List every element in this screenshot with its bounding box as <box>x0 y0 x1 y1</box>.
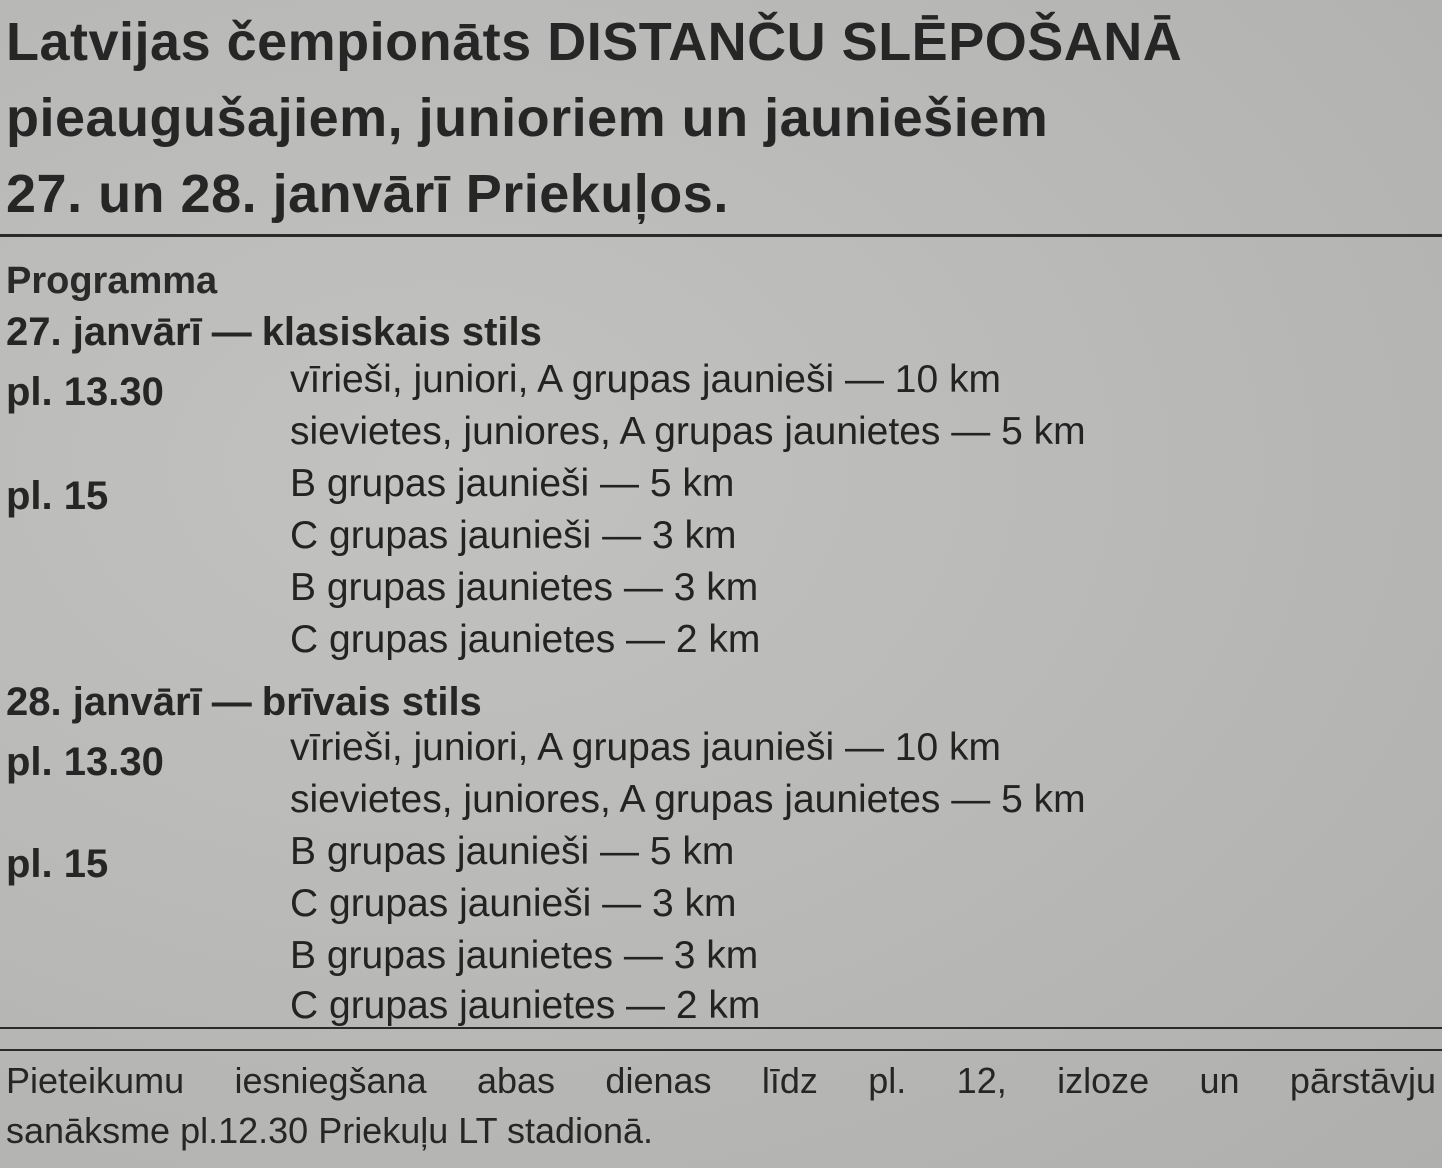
event-line: vīrieši, juniori, A grupas jaunieši — 10 km <box>290 726 1001 769</box>
top-divider <box>0 234 1442 237</box>
footer-line-2: sanāksme pl.12.30 Priekuļu LT stadionā. <box>6 1110 654 1151</box>
event-line: B grupas jaunieši — 5 km <box>290 830 735 873</box>
day-date: 27. janvārī <box>6 310 202 354</box>
day-heading-2 <box>6 676 482 728</box>
footer-line-1: Pieteikumu iesniegšana abas dienas līdz pl. 12, izloze un pārstāvju <box>6 1060 1436 1101</box>
headline-line-3: 27. un 28. janvārī Priekuļos. <box>6 164 729 224</box>
event-line: B grupas jaunietes — 3 km <box>290 566 759 609</box>
event-line: B grupas jaunieši — 5 km <box>290 462 735 505</box>
headline <box>6 4 1182 232</box>
event-line: B grupas jaunietes — 3 km <box>290 934 759 977</box>
headline-line-1: Latvijas čempionāts DISTANČU SLĒPOŠANĀ <box>6 12 1183 72</box>
event-line: C grupas jaunietes — 2 km <box>290 984 761 1027</box>
time-slot: pl. 15 <box>6 474 109 518</box>
event-line: C grupas jaunieši — 3 km <box>290 882 737 925</box>
event-line: vīrieši, juniori, A grupas jaunieši — 10 km <box>290 358 1001 401</box>
event-line: sievietes, juniores, A grupas jaunietes — 5 km <box>290 410 1086 453</box>
time-slot: pl. 13.30 <box>6 370 164 414</box>
day-style: klasiskais stils <box>261 310 542 354</box>
day-heading-1 <box>6 306 542 358</box>
time-slot: pl. 13.30 <box>6 740 164 784</box>
day-date: 28. janvārī <box>6 680 202 724</box>
time-slot: pl. 15 <box>6 842 109 886</box>
day-style: brīvais stils <box>261 680 482 724</box>
program-title: Programma <box>6 260 218 302</box>
event-line: sievietes, juniores, A grupas jaunietes — 5 km <box>290 778 1086 821</box>
headline-line-2: pieaugušajiem, junioriem un jauniešiem <box>6 88 1049 148</box>
event-line: C grupas jaunietes — 2 km <box>290 618 761 661</box>
day-separator: — <box>211 680 252 724</box>
footer-note <box>6 1056 1436 1156</box>
event-line: C grupas jaunieši — 3 km <box>290 514 737 557</box>
bottom-divider <box>0 1027 1442 1029</box>
day-separator: — <box>211 310 252 354</box>
bottom-divider-2 <box>0 1049 1442 1051</box>
